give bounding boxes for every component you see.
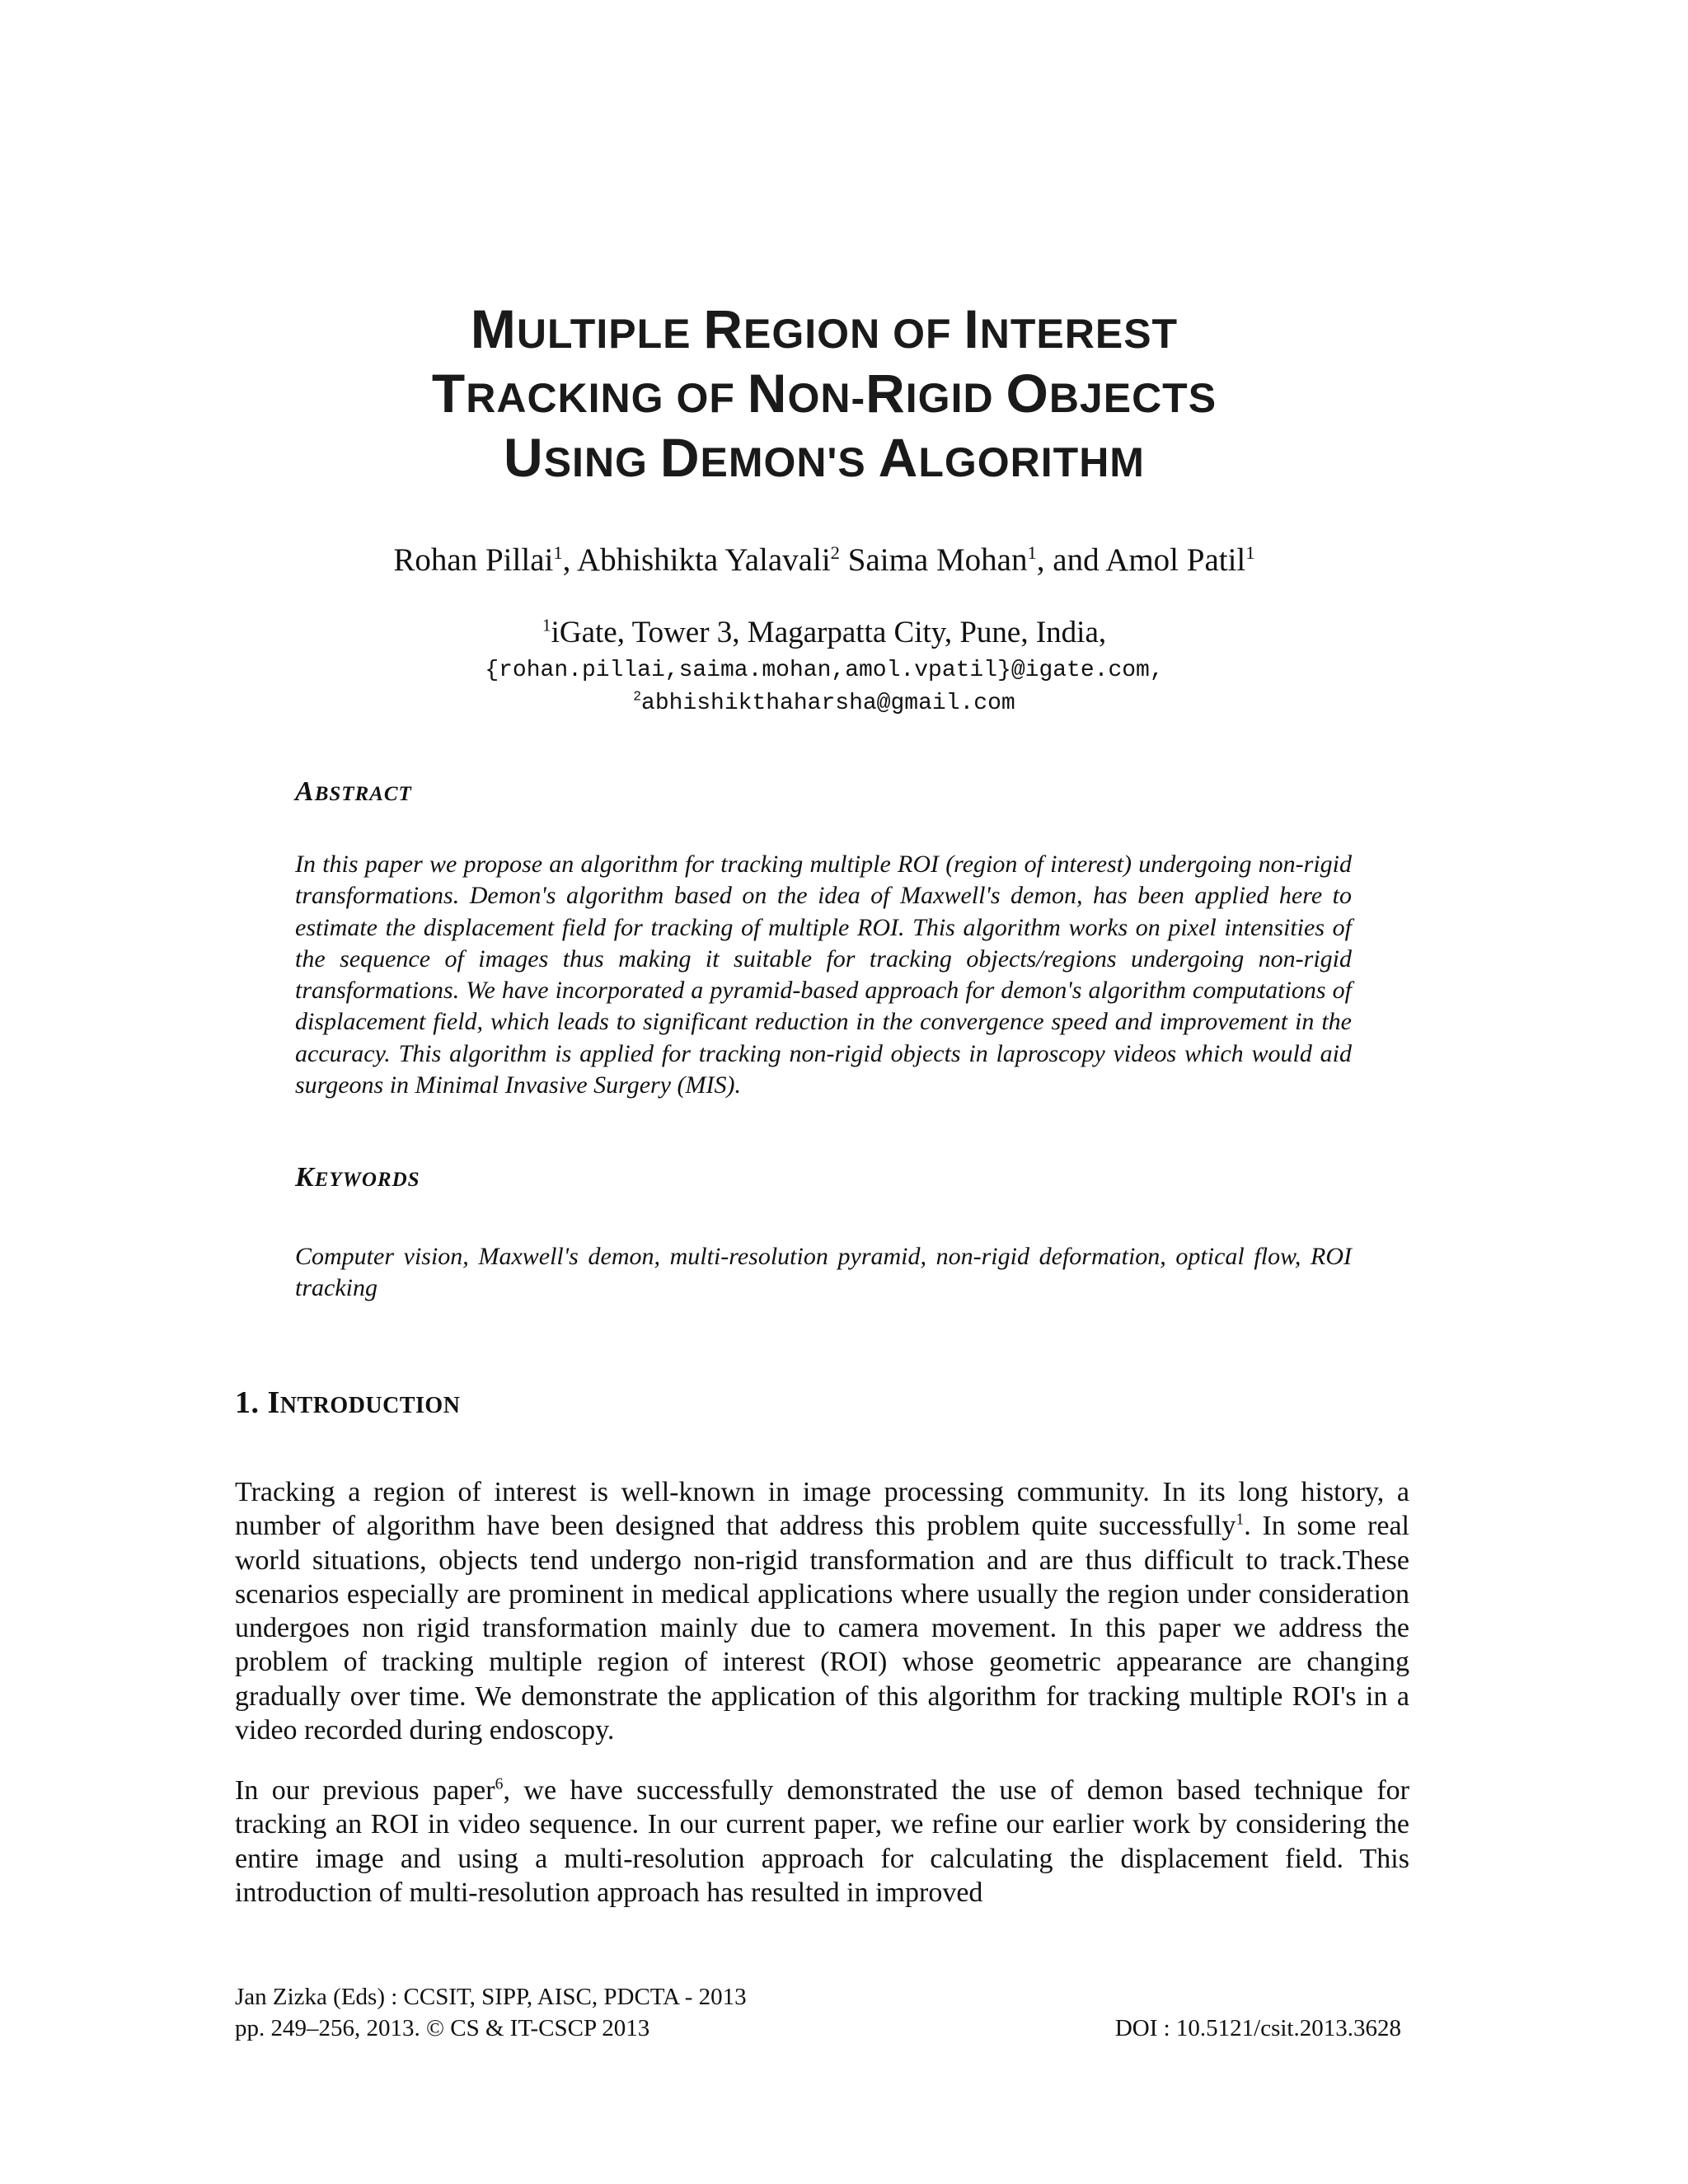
author-name: , Abhishikta Yalavali xyxy=(562,542,831,578)
title-text: ON- xyxy=(787,375,866,421)
title-initial: A xyxy=(878,427,919,488)
title-line-3 xyxy=(247,425,1401,490)
intro-paragraph-1 xyxy=(235,1475,1409,1747)
footer-citation xyxy=(235,1981,747,2044)
intro-paragraph-2 xyxy=(235,1774,1409,1910)
title-text: ULTIPLE xyxy=(516,311,704,357)
title-initial: O xyxy=(1006,363,1049,424)
title-text: LGORITHM xyxy=(918,439,1145,485)
footer-proceedings: Jan Zizka (Eds) : CCSIT, SIPP, AISC, PDCTA - 2013 xyxy=(235,1984,747,2010)
title-text: IGID xyxy=(905,375,1006,421)
title-initial: R xyxy=(703,298,744,359)
section-heading-introduction xyxy=(235,1385,460,1421)
title-text: NTEREST xyxy=(979,311,1179,357)
affiliation-marker: 1 xyxy=(1245,542,1255,563)
paragraph-text: . In some real world situations, objects tend undergo non-rigid transformation and are thus difficult to track.These scenarios especially are prominent in medical applications where usually the region under consideration undergoes non rigid transformation mainly due to camera movement. In this paper we address the problem of tracking multiple region of interest (ROI) whose geometric appearance are changing gradually over time. We demonstrate the application of this algorithm for tracking multiple ROI's in a video recorded during endoscopy. xyxy=(235,1511,1409,1746)
affiliation xyxy=(165,612,1484,654)
title-initial: D xyxy=(659,427,701,488)
affiliation-text: iGate, Tower 3, Magarpatta City, Pune, India, xyxy=(551,616,1107,649)
title-text: EGION OF xyxy=(743,311,964,357)
title-text: BJECTS xyxy=(1048,375,1217,421)
heading-text: BSTRACT xyxy=(314,783,412,805)
email-line xyxy=(165,687,1484,720)
title-initial: M xyxy=(470,298,517,359)
title-initial: I xyxy=(964,298,980,359)
email-text: abhishikthaharsha@gmail.com xyxy=(641,691,1015,716)
title-line-1 xyxy=(247,297,1401,361)
section-number: 1. xyxy=(235,1385,268,1420)
heading-initial: A xyxy=(295,776,315,807)
title-text: EMON'S xyxy=(700,439,879,485)
title-text: SING xyxy=(543,439,660,485)
affiliation-marker: 1 xyxy=(542,615,551,635)
citation-marker: 1 xyxy=(1236,1510,1245,1529)
abstract-heading xyxy=(295,776,412,808)
heading-text: NTRODUCTION xyxy=(279,1393,461,1418)
keywords-heading xyxy=(295,1162,420,1193)
title-line-2 xyxy=(247,361,1401,425)
title-initial: N xyxy=(747,363,788,424)
heading-initial: I xyxy=(267,1385,280,1420)
title-text: RACKING OF xyxy=(466,375,748,421)
paragraph-text: , we have successfully demonstrated the use of demon based technique for tracking an ROI in video sequence. In our current paper, we refine our earlier work by considering the entire image and using a multi-resolution approach for calculating the displacement field. This introduction of multi-resolution approach has resulted in improved xyxy=(235,1775,1409,1908)
title-initial: U xyxy=(504,427,544,488)
affiliation-marker: 2 xyxy=(830,542,840,563)
footer-pages: pp. 249–256, 2013. © CS & IT-CSCP 2013 xyxy=(235,2015,650,2041)
author-emails xyxy=(165,654,1484,720)
citation-marker: 6 xyxy=(495,1774,504,1793)
heading-initial: K xyxy=(295,1162,315,1193)
paragraph-text: In our previous paper xyxy=(235,1775,495,1806)
keywords-text: Computer vision, Maxwell's demon, multi-resolution pyramid, non-rigid deformation, optical flow, ROI tracking xyxy=(295,1243,1352,1302)
abstract-text: In this paper we propose an algorithm for tracking multiple ROI (region of interest) undergoing non-rigid transformations. Demon's algorithm based on the idea of Maxwell's demon, has been applied here to estimate the displacement field for tracking of multiple ROI. This algorithm works on pixel intensities of the sequence of images thus making it suitable for tracking objects/regions undergoing non-rigid transformations. We have incorporated a pyramid-based approach for demon's algorithm computations of displacement field, which leads to significant reduction in the convergence speed and improvement in the accuracy. This algorithm is applied for tracking non-rigid objects in laproscopy videos which would aid surgeons in Minimal Invasive Surgery (MIS). xyxy=(295,851,1352,1099)
author-name: Rohan Pillai xyxy=(393,542,554,578)
title-initial: R xyxy=(865,363,906,424)
affiliation-marker: 1 xyxy=(553,542,563,563)
paper-title xyxy=(247,297,1401,490)
author-name: Saima Mohan xyxy=(839,542,1028,578)
author-name: , and Amol Patil xyxy=(1036,542,1246,578)
affiliation-marker: 1 xyxy=(1027,542,1037,563)
email-line xyxy=(165,654,1484,687)
paragraph-text: Tracking a region of interest is well-known in image processing community. In its long history, a number of algorithm have been designed that address this problem quite successfully xyxy=(235,1477,1409,1542)
email-text: {rohan.pillai,saima.mohan,amol.vpatil}@igate.com, xyxy=(485,658,1164,683)
title-initial: T xyxy=(431,363,467,424)
footer-doi: DOI : 10.5121/csit.2013.3628 xyxy=(1114,2015,1401,2041)
heading-text: EYWORDS xyxy=(314,1169,420,1191)
affiliation-marker: 2 xyxy=(633,688,642,705)
author-list xyxy=(165,536,1484,585)
